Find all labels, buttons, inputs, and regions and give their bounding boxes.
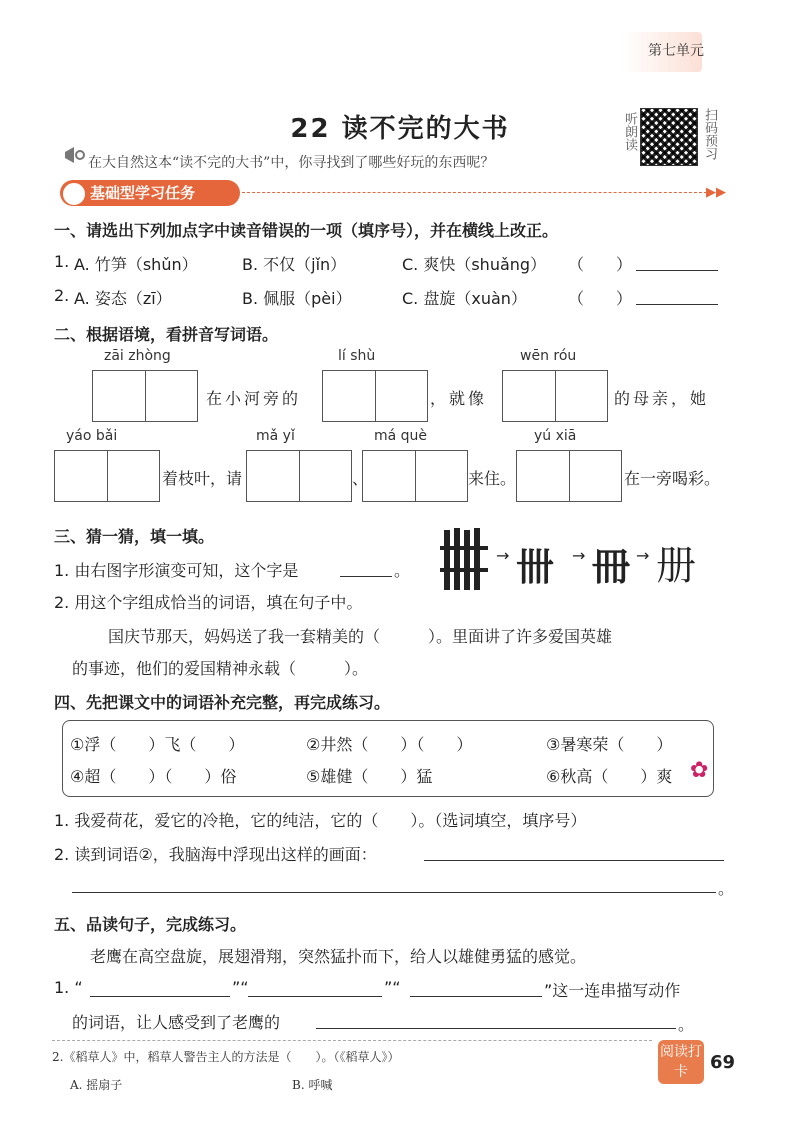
s5-q1-suffix: ”这一连串描写动作 xyxy=(544,981,681,1000)
s1-row1-a: A. 竹笋（shǔn） xyxy=(74,255,198,274)
s5-q1-prefix: 1. “ xyxy=(54,978,83,997)
pinyin-lishu: lí shù xyxy=(338,348,376,364)
lightbulb-icon xyxy=(62,182,86,206)
s1-row1-answer-line[interactable] xyxy=(636,270,718,271)
s5-q1-mid-2: ”“ xyxy=(384,978,401,997)
s2-line2-text4: 在一旁喝彩。 xyxy=(624,469,721,488)
s3-para1: 国庆节那天，妈妈送了我一套精美的（ ）。里面讲了许多爱国英雄 xyxy=(108,627,613,646)
s2-line1-text2: ，就像 xyxy=(430,389,488,408)
horn-icon xyxy=(62,142,86,168)
footer-option-b: B. 呼喊 xyxy=(292,1078,333,1092)
page-number: 69 xyxy=(710,1052,736,1073)
s5-blank-2[interactable] xyxy=(248,996,382,997)
s2-line1-text3: 的母亲，她 xyxy=(614,389,710,408)
unit-label: 第七单元 xyxy=(648,43,704,59)
s4-q2: 2. 读到词语②，我脑海中浮现出这样的画面： xyxy=(54,845,377,864)
pinyin-mayi: mǎ yǐ xyxy=(256,428,295,444)
s2-line2-text1: 着枝叶，请 xyxy=(162,469,243,488)
s1-row1-num: 1. xyxy=(54,252,70,271)
page-title: 22 读不完的大书 xyxy=(290,114,510,144)
pinyin-zaizhong: zāi zhòng xyxy=(104,348,171,364)
s1-row2-num: 2. xyxy=(54,286,70,305)
qr-left-label: 听朗读 xyxy=(622,112,637,151)
glyph-bronze: 冊 xyxy=(592,544,631,589)
section-banner: 基础型学习任务 xyxy=(60,180,240,206)
arrow-1-icon: → xyxy=(496,546,510,565)
section3-heading: 三、猜一猜，填一填。 xyxy=(54,527,215,546)
pinyin-yuxia: yú xiā xyxy=(534,428,577,444)
footer-option-a: A. 摇扇子 xyxy=(70,1078,123,1092)
s5-q1-line2: 的词语，让人感受到了老鹰的 xyxy=(72,1013,281,1032)
word-4: ④超（ ）（ ）俗 xyxy=(70,767,237,786)
pinyin-yaobai: yáo bǎi xyxy=(66,428,118,444)
s1-row2-b: B. 佩服（pèi） xyxy=(242,289,352,308)
pinyin-wenrou: wēn róu xyxy=(520,348,577,364)
word-6: ⑥秋高（ ）爽 xyxy=(546,767,673,786)
pinyin-maque: má què xyxy=(374,428,428,444)
footer-question: 2.《稻草人》中，稻草人警告主人的方法是（ ）。（《稻草人》） xyxy=(52,1050,400,1064)
answer-box-zaizhong[interactable] xyxy=(92,370,198,422)
word-2: ②井然（ ）（ ） xyxy=(306,735,473,754)
s1-row2-c: C. 盘旋（xuàn） xyxy=(402,289,527,308)
s5-q1-mid-1: ”“ xyxy=(232,978,249,997)
s5-blank-3[interactable] xyxy=(410,996,542,997)
s2-line2-text2: 、 xyxy=(352,469,369,488)
glyph-modern: 册 xyxy=(656,543,696,589)
flower-icon: ✿ xyxy=(690,758,709,783)
banner-divider xyxy=(242,192,712,193)
s2-line2-text3: 来住。 xyxy=(468,469,517,488)
s5-blank-4[interactable] xyxy=(316,1028,676,1029)
word-1: ①浮（ ）飞（ ） xyxy=(70,735,245,754)
s4-q2-line2[interactable] xyxy=(72,892,716,893)
bamboo-slips-image xyxy=(440,526,492,596)
section4-heading: 四、先把课文中的词语补充完整，再完成练习。 xyxy=(54,693,391,712)
answer-box-yaobai[interactable] xyxy=(54,450,160,502)
section5-heading: 五、品读句子，完成练习。 xyxy=(54,915,247,934)
s2-line1-text1: 在小河旁的 xyxy=(206,389,302,408)
answer-box-maque[interactable] xyxy=(362,450,468,502)
s5-passage: 老鹰在高空盘旋，展翅滑翔，突然猛扑而下，给人以雄健勇猛的感觉。 xyxy=(90,947,587,966)
s5-blank-1[interactable] xyxy=(90,996,230,997)
s3-q2: 2. 用这个字组成恰当的词语，填在句子中。 xyxy=(54,593,363,612)
footer-divider xyxy=(52,1040,652,1041)
s1-row2-a: A. 姿态（zī） xyxy=(74,289,172,308)
s3-q1: 1. 由右图字形演变可知，这个字是 xyxy=(54,561,299,580)
glyph-oracle: 卌 xyxy=(516,544,555,589)
s1-row2-answer-line[interactable] xyxy=(636,304,718,305)
s3-q1-answer-line[interactable] xyxy=(340,576,392,577)
word-3: ③暑寒荣（ ） xyxy=(546,735,673,754)
s4-end-mark: 。 xyxy=(718,879,735,898)
s1-row1-paren: （ ） xyxy=(568,255,633,274)
answer-box-mayi[interactable] xyxy=(246,450,352,502)
section1-heading: 一、请选出下列加点字中读音错误的一项（填序号），并在横线上改正。 xyxy=(54,221,559,240)
s4-q2-line1[interactable] xyxy=(424,860,724,861)
s1-row2-paren: （ ） xyxy=(568,289,633,308)
arrow-3-icon: → xyxy=(636,546,650,565)
reading-checkin-badge[interactable]: 阅读打卡 xyxy=(658,1040,704,1084)
s4-q1: 1. 我爱荷花，爱它的冷艳，它的纯洁，它的（ ）。（选词填空，填序号） xyxy=(54,811,587,830)
s1-row1-c: C. 爽快（shuǎng） xyxy=(402,255,547,274)
qr-right-label: 扫码预习 xyxy=(702,108,717,160)
s1-row1-b: B. 不仅（jǐn） xyxy=(242,255,347,274)
answer-box-lishu[interactable] xyxy=(322,370,428,422)
answer-box-yuxia[interactable] xyxy=(516,450,622,502)
s5-end-mark: 。 xyxy=(678,1015,695,1034)
lead-question: 在大自然这本“读不完的大书”中，你寻找到了哪些好玩的东西呢？ xyxy=(88,155,495,171)
section2-heading: 二、根据语境，看拼音写词语。 xyxy=(54,325,279,344)
qr-code-icon[interactable] xyxy=(640,108,698,166)
s3-para2: 的事迹，他们的爱国精神永载（ ）。 xyxy=(72,659,369,678)
arrow-icon: ▶▶ xyxy=(706,185,726,200)
word-5: ⑤雄健（ ）猛 xyxy=(306,767,433,786)
s3-q1-end: 。 xyxy=(394,561,411,580)
arrow-2-icon: → xyxy=(572,546,586,565)
answer-box-wenrou[interactable] xyxy=(502,370,608,422)
